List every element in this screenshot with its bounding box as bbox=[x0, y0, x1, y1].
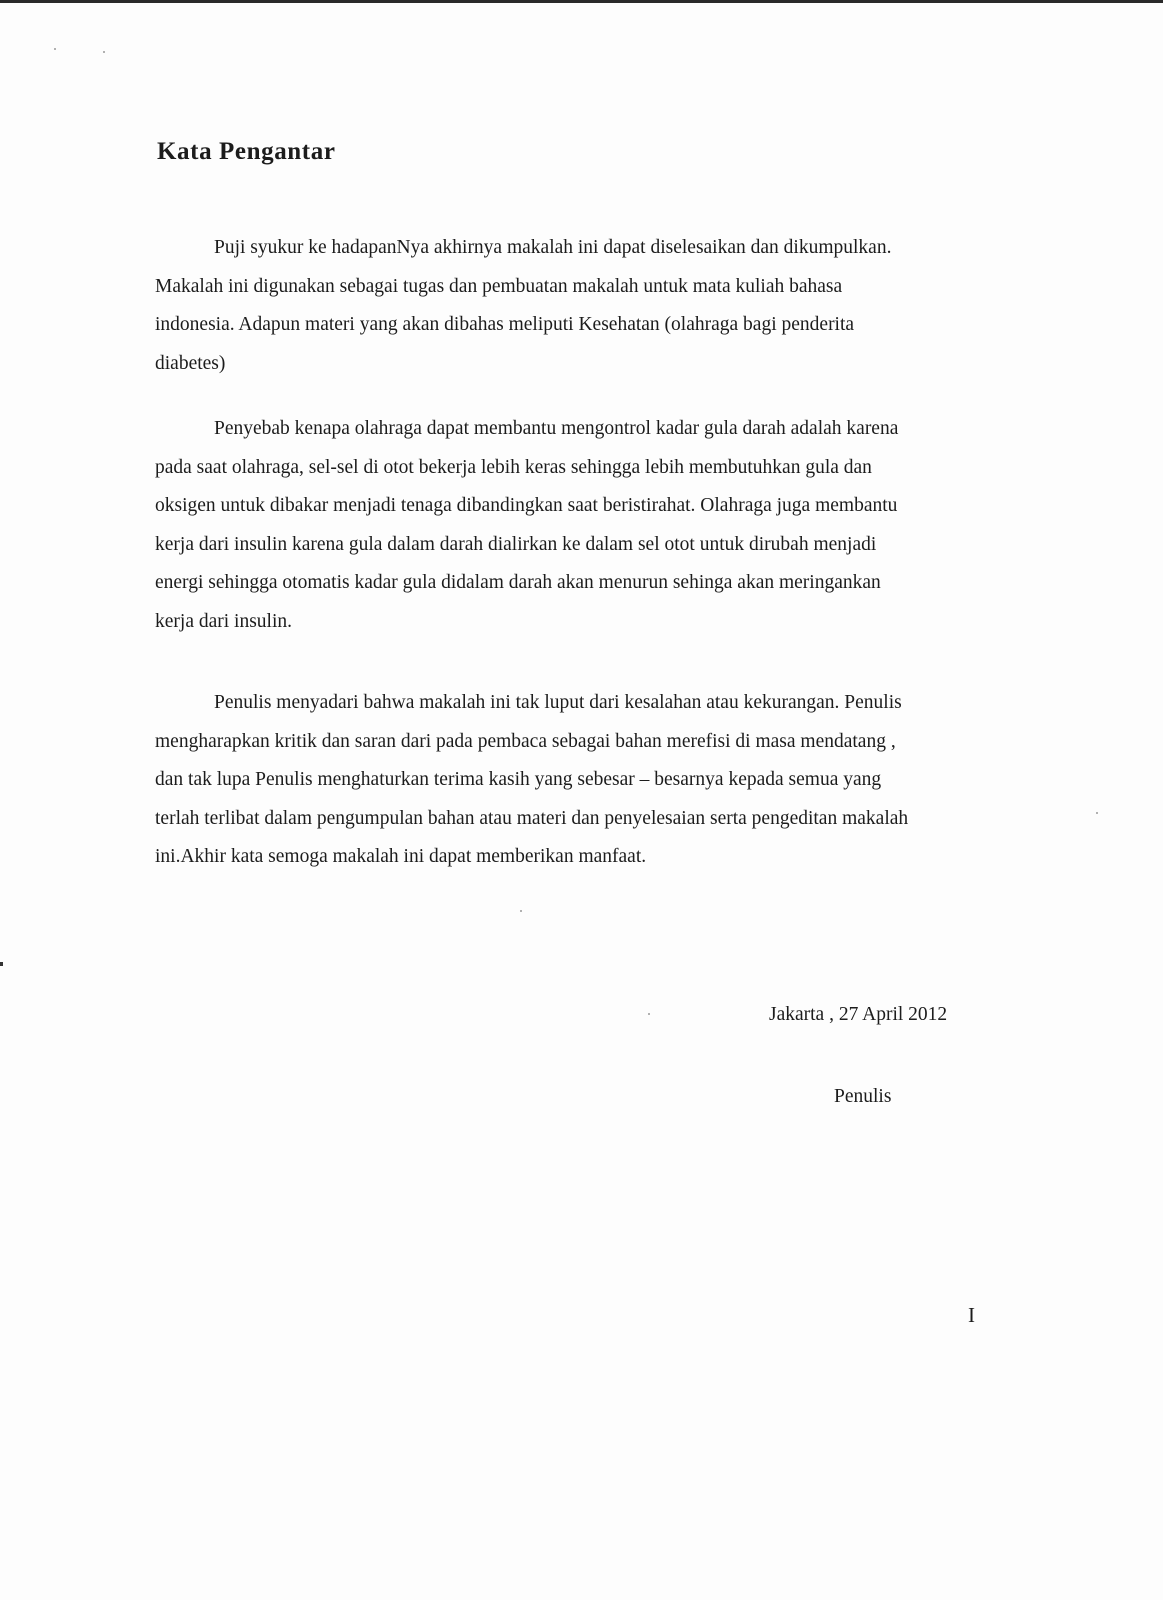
paragraph-2 bbox=[155, 410, 1020, 641]
paragraph-line: Penyebab kenapa olahraga dapat membantu mengontrol kadar gula darah adalah karena bbox=[214, 418, 899, 439]
paragraph-3 bbox=[155, 684, 1020, 877]
paragraph-1 bbox=[155, 229, 1020, 383]
paragraph-line: indonesia. Adapun materi yang akan dibahas meliputi Kesehatan (olahraga bagi penderita bbox=[155, 314, 855, 335]
paragraph-line: Puji syukur ke hadapanNya akhirnya makalah ini dapat diselesaikan dan dikumpulkan. bbox=[214, 237, 892, 258]
scan-top-edge bbox=[0, 0, 1163, 3]
scan-speck bbox=[648, 1013, 650, 1015]
paragraph-line: energi sehingga otomatis kadar gula didalam darah akan menurun sehinga akan meringankan bbox=[155, 572, 881, 593]
page-title: Kata Pengantar bbox=[157, 138, 336, 165]
paragraph-line: pada saat olahraga, sel-sel di otot bekerja lebih keras sehingga lebih membutuhkan gula dan bbox=[155, 456, 872, 478]
scan-speck bbox=[1096, 812, 1098, 814]
paragraph-line: kerja dari insulin. bbox=[155, 610, 293, 632]
scan-speck bbox=[520, 910, 522, 912]
paragraph-line: diabetes) bbox=[155, 352, 226, 374]
scan-speck bbox=[54, 48, 56, 50]
paragraph-line: oksigen untuk dibakar menjadi tenaga dibandingkan saat beristirahat. Olahraga juga membantu bbox=[155, 495, 898, 516]
page-number: I bbox=[968, 1303, 975, 1327]
paragraph-line: Penulis menyadari bahwa makalah ini tak luput dari kesalahan atau kekurangan. Penulis bbox=[214, 692, 902, 713]
paragraph-line: terlah terlibat dalam pengumpulan bahan atau materi dan penyelesaian serta pengeditan makalah bbox=[155, 807, 909, 829]
paragraph-line: mengharapkan kritik dan saran dari pada pembaca sebagai bahan merefisi di masa mendatang , bbox=[155, 730, 896, 752]
paragraph-line: Makalah ini digunakan sebagai tugas dan pembuatan makalah untuk mata kuliah bahasa bbox=[155, 275, 843, 297]
paragraph-line: ini.Akhir kata semoga makalah ini dapat memberikan manfaat. bbox=[155, 846, 647, 867]
author-signature: Penulis bbox=[834, 1086, 892, 1107]
scan-edge-mark bbox=[0, 962, 3, 966]
scan-speck bbox=[103, 51, 105, 53]
paragraph-line: kerja dari insulin karena gula dalam darah dialirkan ke dalam sel otot untuk dirubah menjadi bbox=[155, 533, 877, 555]
place-date: Jakarta , 27 April 2012 bbox=[769, 1004, 948, 1025]
paragraph-line: dan tak lupa Penulis menghaturkan terima kasih yang sebesar – besarnya kepada semua yang bbox=[155, 769, 882, 790]
